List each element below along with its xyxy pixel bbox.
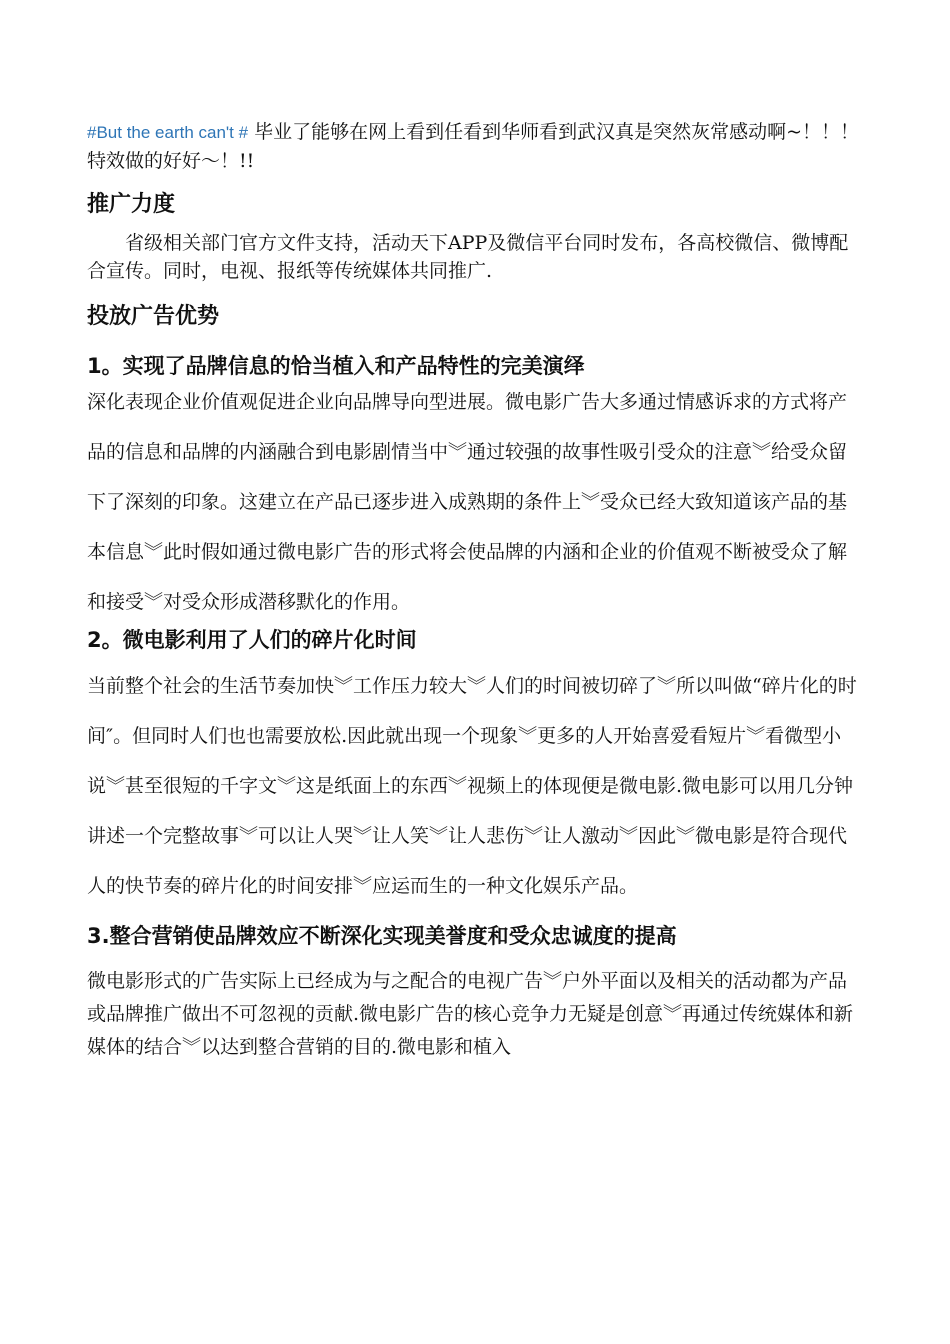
promotion-heading: 推广力度 — [87, 192, 176, 217]
intro-paragraph — [87, 118, 862, 175]
point1-heading: 1。实现了品牌信息的恰当植入和产品特性的完美演绎 — [87, 354, 585, 378]
point2-paragraph: 当前整个社会的生活节奏加快︾工作压力较大︾人们的时间被切碎了︾所以叫做“碎片化的时间″。但同时人们也也需要放松.因此就出现一个现象︾更多的人开始喜爱看短片︾看微型小说︾甚至很短的千字文︾这是纸面上的东西︾视频上的体现便是微电影.微电影可以用几分钟讲述一个完整故事︾可以让人哭︾让人笑︾让人悲伤︾让人激动︾因此︾微电影是符合现代人的快节奏的碎片化的时间安排︾应运而生的一种文化娱乐产品。 — [87, 675, 857, 897]
point2-heading: 2。微电影利用了人们的碎片化时间 — [87, 628, 417, 652]
intro-text: 毕业了能够在网上看到任看到华师看到武汉真是突然灰常感动啊~！！！特效做的好好～！!! — [87, 121, 860, 172]
hashtag-link[interactable]: #But the earth can't # — [87, 123, 249, 142]
advantages-heading: 投放广告优势 — [87, 304, 220, 329]
point3-paragraph: 微电影形式的广告实际上已经成为与之配合的电视广告︾户外平面以及相关的活动都为产品或品牌推广做出不可忽视的贡献.微电影广告的核心竞争力无疑是创意︾再通过传统媒体和新媒体的结合︾以达到整合营销的目的.微电影和植入 — [87, 970, 854, 1058]
document-page — [87, 118, 862, 1064]
point3-heading: 3.整合营销使品牌效应不断深化实现美誉度和受众忠诚度的提高 — [87, 924, 677, 948]
point1-paragraph: 深化表现企业价值观促进企业向品牌导向型进展。微电影广告大多通过情感诉求的方式将产品的信息和品牌的内涵融合到电影剧情当中︾通过较强的故事性吸引受众的注意︾给受众留下了深刻的印象。这建立在产品已逐步进入成熟期的条件上︾受众已经大致知道该产品的基本信息︾此时假如通过微电影广告的形式将会使品牌的内涵和企业的价值观不断被受众了解和接受︾对受众形成潜移默化的作用。 — [87, 391, 848, 613]
promotion-paragraph: 省级相关部门官方文件支持，活动天下APP及微信平台同时发布，各高校微信、微博配合宣传。同时，电视、报纸等传统媒体共同推广. — [87, 232, 849, 282]
